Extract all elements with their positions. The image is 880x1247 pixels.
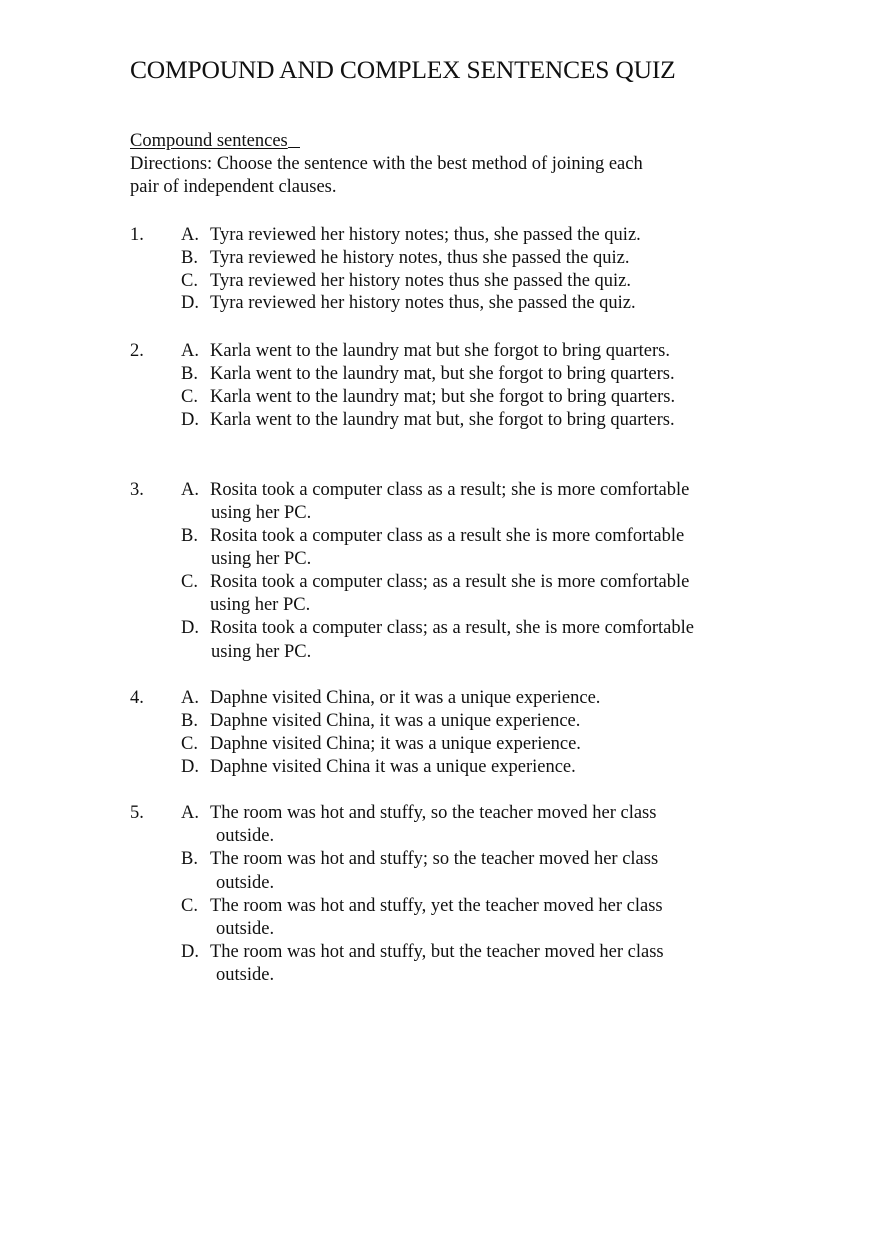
question-4-number: 4. [130,688,144,708]
question-3-option-b-continuation: using her PC. [211,549,312,569]
option-letter: A. [181,803,199,823]
option-text: The room was hot and stuffy, but the teacher moved her class [210,942,664,962]
option-letter: C. [181,271,198,291]
option-letter: D. [181,942,199,962]
option-text: The room was hot and stuffy, yet the teacher moved her class [210,896,663,916]
option-text: Daphne visited China it was a unique experience. [210,757,576,777]
option-text: Rosita took a computer class; as a result she is more comfortable [210,572,690,592]
option-letter: D. [181,618,199,638]
option-letter: B. [181,248,198,268]
option-text: Karla went to the laundry mat; but she forgot to bring quarters. [210,387,676,407]
question-3-option-a-continuation: using her PC. [211,503,312,523]
option-text: Daphne visited China, it was a unique experience. [210,711,581,731]
directions-line-2: pair of independent clauses. [130,177,337,197]
question-2-option-d[interactable] [181,409,675,432]
option-text: Tyra reviewed her history notes; thus, she passed the quiz. [210,225,641,245]
question-4-option-a[interactable] [181,687,600,710]
section-heading [130,130,300,152]
directions-line-1: Directions: Choose the sentence with the best method of joining each [130,154,643,174]
page-title: COMPOUND AND COMPLEX SENTENCES QUIZ [130,55,676,84]
question-5-number: 5. [130,803,144,823]
question-5-option-c[interactable] [181,895,663,918]
option-letter: B. [181,711,198,731]
option-text: Rosita took a computer class; as a result, she is more comfortable [210,618,694,638]
question-4-option-c[interactable] [181,733,581,756]
option-text: Tyra reviewed her history notes thus, she passed the quiz. [210,293,636,313]
option-text: Rosita took a computer class as a result she is more comfortable [210,526,685,546]
question-2-option-c[interactable] [181,386,675,409]
option-text: Karla went to the laundry mat, but she forgot to bring quarters. [210,364,675,384]
question-3-option-d[interactable] [181,617,694,640]
option-letter: D. [181,757,199,777]
question-5-option-d[interactable] [181,941,664,964]
option-letter: C. [181,896,198,916]
question-3-option-a[interactable] [181,479,689,502]
question-1-option-a[interactable] [181,224,641,247]
option-text: Tyra reviewed he history notes, thus she passed the quiz. [210,248,630,268]
option-letter: D. [181,293,199,313]
section-heading-text: Compound sentences [130,131,288,151]
question-4-option-d[interactable] [181,756,576,779]
option-letter: A. [181,341,199,361]
option-text: The room was hot and stuffy; so the teacher moved her class [210,849,659,869]
option-text: Karla went to the laundry mat but she forgot to bring quarters. [210,341,670,361]
option-letter: B. [181,849,198,869]
question-1-number: 1. [130,225,144,245]
question-2-option-b[interactable] [181,363,675,386]
question-1-option-d[interactable] [181,292,636,315]
option-letter: A. [181,688,199,708]
option-text: Karla went to the laundry mat but, she forgot to bring quarters. [210,410,675,430]
question-5-option-a-continuation: outside. [216,826,275,846]
option-letter: D. [181,410,199,430]
option-letter: B. [181,364,198,384]
question-1-option-b[interactable] [181,247,629,270]
option-letter: A. [181,480,199,500]
question-5-option-c-continuation: outside. [216,919,275,939]
option-text: Daphne visited China, or it was a unique experience. [210,688,601,708]
question-3-option-d-continuation: using her PC. [211,642,312,662]
option-text: Rosita took a computer class as a result; she is more comfortable [210,480,690,500]
option-letter: C. [181,734,198,754]
question-5-option-a[interactable] [181,802,656,825]
option-text: Daphne visited China; it was a unique experience. [210,734,581,754]
question-5-option-d-continuation: outside. [216,965,275,985]
question-5-option-b[interactable] [181,848,658,871]
question-3-option-c[interactable] [181,571,689,594]
question-3-number: 3. [130,480,144,500]
option-text: Tyra reviewed her history notes thus she passed the quiz. [210,271,632,291]
question-3-option-c-continuation: using her PC. [210,595,311,615]
option-letter: B. [181,526,198,546]
directions [130,153,750,199]
question-4-option-b[interactable] [181,710,580,733]
question-3-option-b[interactable] [181,525,684,548]
heading-underline-trail [288,130,300,148]
option-text: The room was hot and stuffy, so the teacher moved her class [210,803,657,823]
question-2-number: 2. [130,341,144,361]
option-letter: C. [181,572,198,592]
question-2-option-a[interactable] [181,340,670,363]
option-letter: A. [181,225,199,245]
question-1-option-c[interactable] [181,270,631,293]
option-letter: C. [181,387,198,407]
question-5-option-b-continuation: outside. [216,873,275,893]
